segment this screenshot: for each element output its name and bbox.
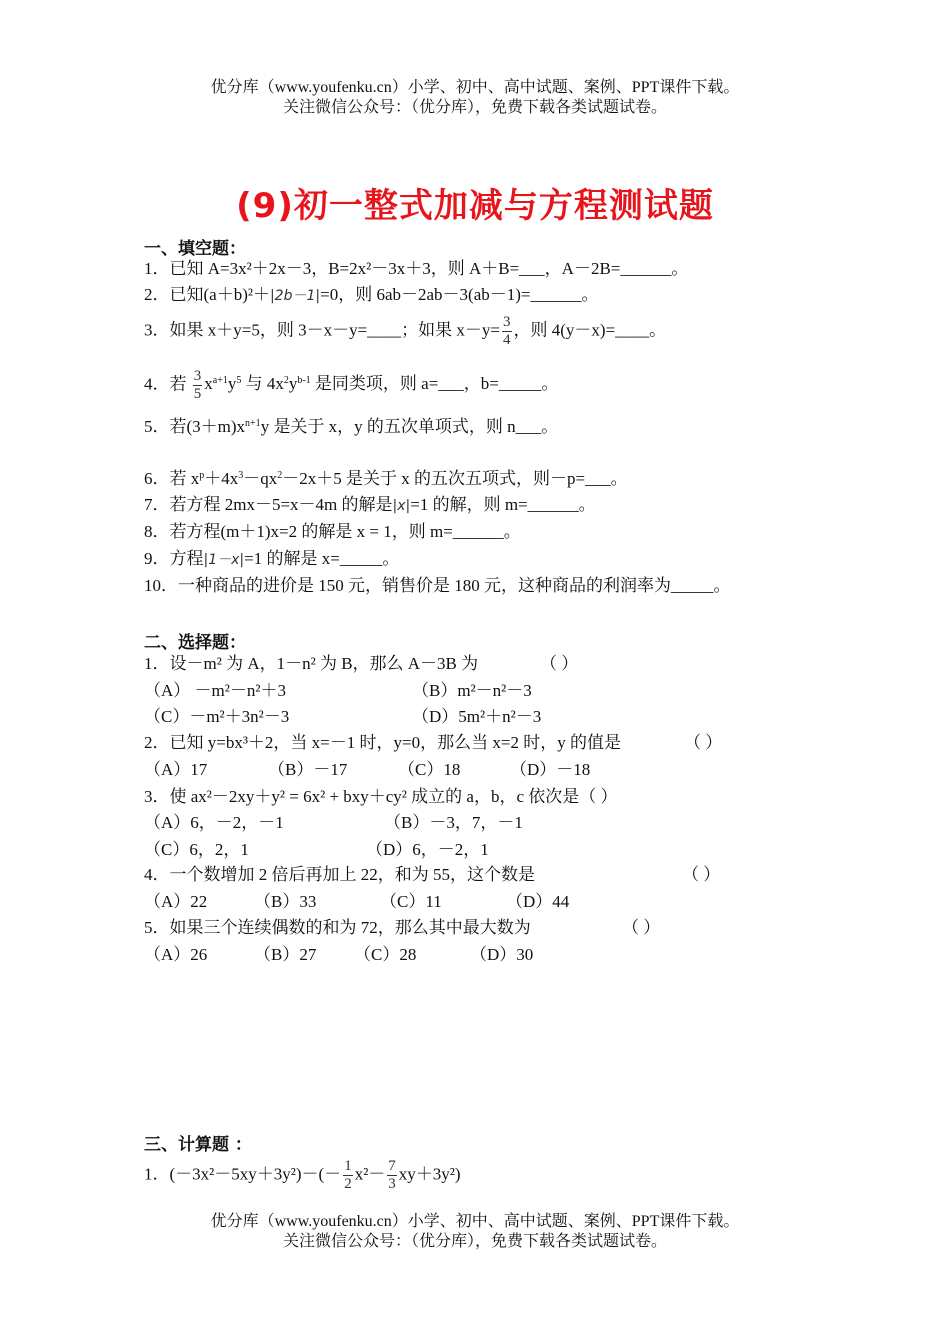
choice-q2-option-b: （B）－17	[268, 760, 348, 779]
choice-q5: 5．如果三个连续偶数的和为 72，那么其中最大数为	[144, 918, 531, 937]
fill-q4-numerator: 3	[193, 368, 202, 384]
choice-q5-option-b: （B）27	[254, 945, 317, 964]
calc-q1-fraction-1	[343, 1158, 353, 1193]
footer-line-1: 优分库（www.youfenku.cn）小学、初中、高中试题、案例、PPT课件下载。	[210, 1213, 740, 1230]
header-line-2: 关注微信公众号：（优分库），免费下载各类试题试卷。	[282, 99, 667, 116]
choice-q3-option-a: （A）6，－2，－1	[144, 813, 284, 832]
fill-q2-abs: |2b－1|	[269, 288, 321, 304]
choice-q1-option-d: （D）5m²＋n²－3	[412, 707, 542, 726]
fill-q3-post: ，则 4(y－x)=____。	[513, 320, 667, 340]
section-3-heading: 三、计算题 ：	[144, 1135, 252, 1155]
fill-q2-pre: 2．已知(a＋b)²＋	[144, 285, 270, 304]
fill-q3	[144, 314, 666, 349]
page-title: (9)初一整式加减与方程测试题	[236, 186, 714, 226]
choice-q3-option-c: （C）6，2，1	[144, 840, 249, 859]
fill-q4-denominator: 5	[193, 386, 202, 402]
calc-q1-fraction-2	[387, 1158, 397, 1193]
fill-q9-abs: |1－x|	[203, 552, 245, 568]
calc-q1-fraction-2-denominator: 3	[388, 1176, 396, 1192]
fill-q2	[144, 284, 599, 307]
fill-q6: 6．若 $x^p+4x^3-qx^2-2x+5$ 是关于 x 的五次五项式，则－p=___。	[144, 469, 628, 488]
fill-q7	[144, 494, 596, 517]
choice-q4-option-c: （C）11	[380, 892, 442, 911]
choice-q1-option-c: （C）－m²＋3n²－3	[144, 707, 290, 726]
choice-q5-option-d: （D）30	[470, 945, 534, 964]
fill-q9	[144, 548, 399, 571]
choice-q1-option-a: （A） －m²－n²＋3	[144, 681, 286, 700]
choice-q2-option-a: （A）17	[144, 760, 208, 779]
choice-q1: 1．设－m² 为 A，1－n² 为 B，那么 A－3B 为	[144, 654, 479, 673]
fill-q9-pre: 9．方程	[144, 549, 204, 568]
choice-q5-option-c: （C）28	[354, 945, 417, 964]
fill-q4	[144, 368, 558, 403]
choice-q3-option-d: （D）6，－2，1	[366, 840, 489, 859]
fill-q3-denominator: 4	[503, 332, 511, 348]
fill-q4-fraction	[193, 368, 203, 403]
calc-q1-post: xy＋3y²)	[398, 1164, 461, 1184]
choice-q2: 2．已知 y=bx³＋2，当 x=－1 时，y=0，那么当 x=2 时，y 的值是	[144, 733, 621, 752]
section-2-heading: 二、选择题：	[144, 633, 246, 653]
fill-q2-post: =0，则 6ab－2ab－3(ab－1)=______。	[320, 285, 599, 304]
section-1-heading: 一、填空题：	[144, 239, 246, 259]
calc-q1-fraction-1-denominator: 2	[344, 1176, 352, 1192]
fill-q5: 5．若$(3+m)x^{n+1}y$ 是关于 x，y 的五次单项式，则 n___。	[144, 417, 559, 436]
footer-line-2: 关注微信公众号：（优分库），免费下载各类试题试卷。	[282, 1233, 667, 1250]
fill-q4-pre: 4．若	[144, 374, 187, 394]
choice-q3-option-b: （B）－3，7，－1	[384, 813, 523, 832]
fill-q10: 10．一种商品的进价是 150 元，销售价是 180 元，这种商品的利润率为_____。	[144, 576, 731, 595]
choice-q4-option-b: （B）33	[254, 892, 317, 911]
choice-q4: 4．一个数增加 2 倍后再加上 22，和为 55，这个数是	[144, 865, 535, 884]
choice-q3: 3．使 ax²－2xy＋y² = 6x² + bxy＋cy² 成立的 a，b，c 依次是（ ）	[144, 787, 618, 806]
choice-q2-option-c: （C）18	[398, 760, 461, 779]
fill-q8: 8．若方程(m＋1)x=2 的解是 x = 1，则 m=______。	[144, 522, 521, 541]
header-line-1: 优分库（www.youfenku.cn）小学、初中、高中试题、案例、PPT课件下载。	[210, 79, 740, 96]
choice-q1-option-b: （B）m²－n²－3	[412, 681, 532, 700]
fill-q3-numerator: 3	[503, 314, 511, 330]
calc-q1	[144, 1158, 461, 1193]
choice-q5-answer-paren: （ ）	[622, 918, 661, 937]
fill-q3-pre: 3．如果 x＋y=5，则 3－x－y=____；如果 x－y=	[144, 320, 501, 340]
choice-q2-option-d: （D）－18	[510, 760, 591, 779]
choice-q2-answer-paren: （ ）	[684, 733, 723, 752]
choice-q4-answer-paren: （ ）	[682, 865, 721, 884]
calc-q1-pre: 1．(－3x²－5xy＋3y²)－(－	[144, 1164, 342, 1184]
choice-q5-option-a: （A）26	[144, 945, 208, 964]
fill-q1: 1．已知 A=3x²＋2x－3，B=2x²－3x＋3，则 A＋B=___，A－2B=______。	[144, 259, 689, 278]
calc-q1-fraction-2-numerator: 7	[388, 1158, 396, 1174]
choice-q4-option-d: （D）44	[506, 892, 570, 911]
fill-q4-post: $x^{a+1}y^5$ 与 $4x^2y^{b-1}$ 是同类项，则 a=___，b=_____。	[204, 374, 559, 394]
fill-q9-post: =1 的解是 x=_____。	[244, 549, 400, 568]
fill-q7-post: =1 的解，则 m=______。	[410, 495, 596, 514]
choice-q4-option-a: （A）22	[144, 892, 208, 911]
choice-q1-answer-paren: （ ）	[540, 654, 579, 673]
fill-q3-fraction	[502, 314, 512, 349]
fill-q7-abs: |x|	[392, 498, 411, 514]
fill-q7-pre: 7．若方程 2mx－5=x－4m 的解是	[144, 495, 393, 514]
calc-q1-fraction-1-numerator: 1	[344, 1158, 352, 1174]
calc-q1-mid: x²－	[354, 1164, 386, 1184]
